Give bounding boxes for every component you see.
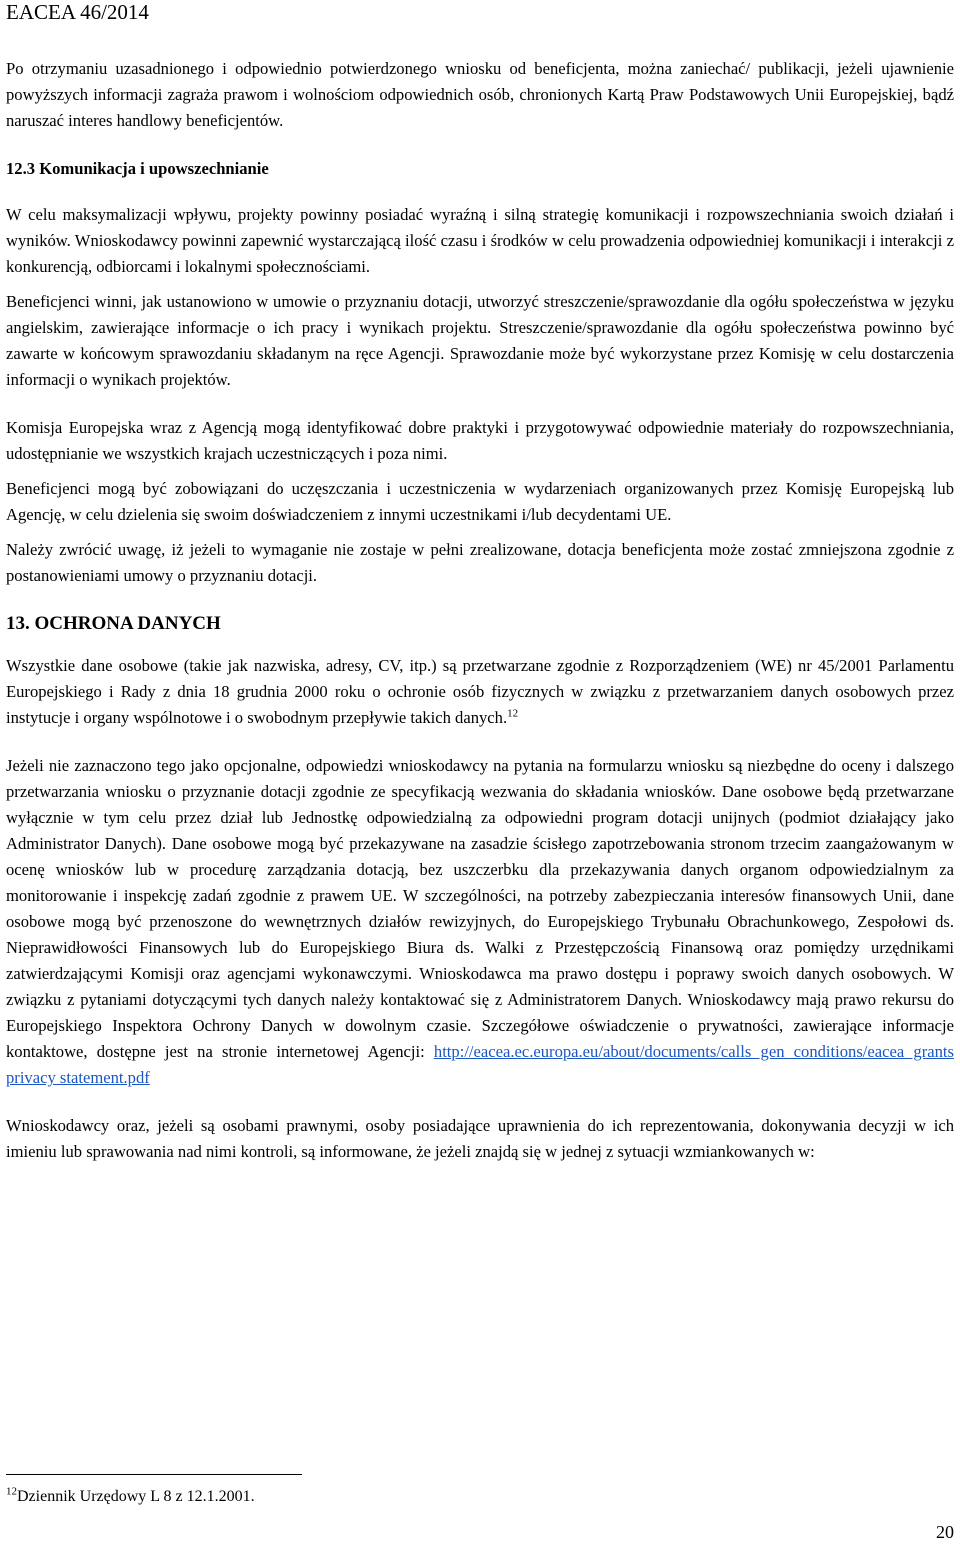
privacy-statement-link[interactable]: http://eacea.ec.europa.eu/about/documents/calls gen conditions/eacea grants privacy statement.pdf: [6, 1042, 954, 1087]
document-body: [6, 56, 954, 1165]
paragraph-communication-strategy: W celu maksymalizacji wpływu, projekty powinny posiadać wyraźną i silną strategię komunikacji i rozpowszechniania swoich działań i wyników. Wnioskodawcy powinni zapewnić wystarczającą ilość czasu i środków w celu prowadzenia odpowiedniej komunikacji i interakcji z konkurencją, odbiorcami i lokalnymi społecznościami.: [6, 205, 954, 276]
paragraph-personal-data: [6, 653, 954, 731]
footnote-number: 12: [6, 1485, 17, 1498]
data-processing-text: Jeżeli nie zaznaczono tego jako opcjonalne, odpowiedzi wnioskodawcy na pytania na formularzu wniosku są niezbędne do oceny i dalszego przetwarzania wniosku o przyznanie dotacji zgodnie ze specyfikacją wezwania do składania wniosków. Dane osobowe będą przetwarzane wyłącznie w tym celu przez dział lub Jednostkę odpowiedzialną za odpowiedni program dotacji unijnych (podmiot działający jako Administrator Danych). Dane osobowe mogą być przekazywane na zasadzie ścisłego zapotrzebowania stronom trzecim zaangażowanym w ocenę wniosków lub w procedurę zarządzania dotacją, bez uszczerbku dla przekazywania danych organom odpowiedzialnym za monitorowanie i inspekcję zadań zgodnie z prawem UE. W szczególności, na potrzeby zabezpieczania interesów finansowych Unii, dane osobowe mogą być przenoszone do wewnętrznych działów rewizyjnych, do Europejskiego Trybunału Obrachunkowego, Zespołowi ds. Nieprawidłowości Finansowych lub do Europejskiego Biura ds. Walki z Przestępczością Finansową oraz pomiędzy urzędnikami zatwierdzającymi Komisji oraz agencjami wykonawczymi. Wnioskodawca ma prawo dostępu i poprawy swoich danych osobowych. W związku z pytaniami dotyczącymi tych danych należy kontaktować się z Administratorem Danych. Wnioskodawcy mają prawo rekursu do Europejskiego Inspektora Ochrony Danych w dowolnym czasie. Szczegółowe oświadczenie o prywatności, zawierające informacje kontaktowe, dostępne jest na stronie internetowej Agencji:: [6, 756, 954, 1061]
document-reference-header: EACEA 46/2014: [6, 0, 149, 24]
paragraph-applicants-situations: Wnioskodawcy oraz, jeżeli są osobami prawnymi, osoby posiadające uprawnienia do ich reprezentowania, dokonywania decyzji w ich imieniu lub sprawowania nad nimi kontroli, są informowane, że jeżeli znajdą się w jednej z sytuacji wzmiankowanych w:: [6, 1116, 954, 1161]
footnote-text: Dziennik Urzędowy L 8 z 12.1.2001.: [17, 1488, 255, 1505]
footnote-separator: [6, 1474, 302, 1475]
section-heading-data-protection: 13. OCHRONA DANYCH: [6, 613, 221, 634]
paragraph-events-participation: Beneficjenci mogą być zobowiązani do uczęszczania i uczestniczenia w wydarzeniach organizowanych przez Komisję Europejską lub Agencję, w celu dzielenia się swoim doświadczeniem z innymi uczestnikami i/lub decydentami UE.: [6, 479, 954, 524]
paragraph-grant-reduction: Należy zwrócić uwagę, iż jeżeli to wymaganie nie zostaje w pełni zrealizowane, dotacja beneficjenta może zostać zmniejszona zgodnie z postanowieniami umowy o przyznaniu dotacji.: [6, 540, 954, 585]
footnote: [6, 1486, 255, 1508]
paragraph-good-practices: Komisja Europejska wraz z Agencją mogą identyfikować dobre praktyki i przygotowywać odpowiednie materiały do rozpowszechniania, udostępnianie we wszystkich krajach uczestniczących i poza nimi.: [6, 418, 954, 463]
page-number: 20: [936, 1522, 954, 1542]
subsection-heading-communication: 12.3 Komunikacja i upowszechnianie: [6, 159, 269, 178]
paragraph-data-processing: [6, 753, 954, 1091]
paragraph-public-summary: Beneficjenci winni, jak ustanowiono w umowie o przyznaniu dotacji, utworzyć streszczenie/sprawozdanie dla ogółu społeczeństwa w języku angielskim, zawierające informacje o ich pracy i wynikach projektu. Streszczenie/sprawozdanie dla ogółu społeczeństwa powinno być zawarte w końcowym sprawozdaniu składanym na ręce Agencji. Sprawozdanie może być wykorzystane przez Komisję w celu dostarczenia informacji o wynikach projektów.: [6, 292, 954, 389]
paragraph-publication-waiver: Po otrzymaniu uzasadnionego i odpowiednio potwierdzonego wniosku od beneficjenta, można zaniechać/ publikacji, jeżeli ujawnienie powyższych informacji zagraża prawom i wolnościom odpowiednich osób, chronionych Kartą Praw Podstawowych Unii Europejskiej, bądź naruszać interes handlowy beneficjentów.: [6, 59, 954, 130]
personal-data-text: Wszystkie dane osobowe (takie jak nazwiska, adresy, CV, itp.) są przetwarzane zgodnie z Rozporządzeniem (WE) nr 45/2001 Parlamentu Europejskiego i Rady z dnia 18 grudnia 2000 roku o ochronie osób fizycznych w związku z przetwarzaniem danych osobowych przez instytucje i organy wspólnotowe i o swobodnym przepływie takich danych.: [6, 656, 954, 727]
footnote-reference[interactable]: 12: [507, 707, 519, 720]
